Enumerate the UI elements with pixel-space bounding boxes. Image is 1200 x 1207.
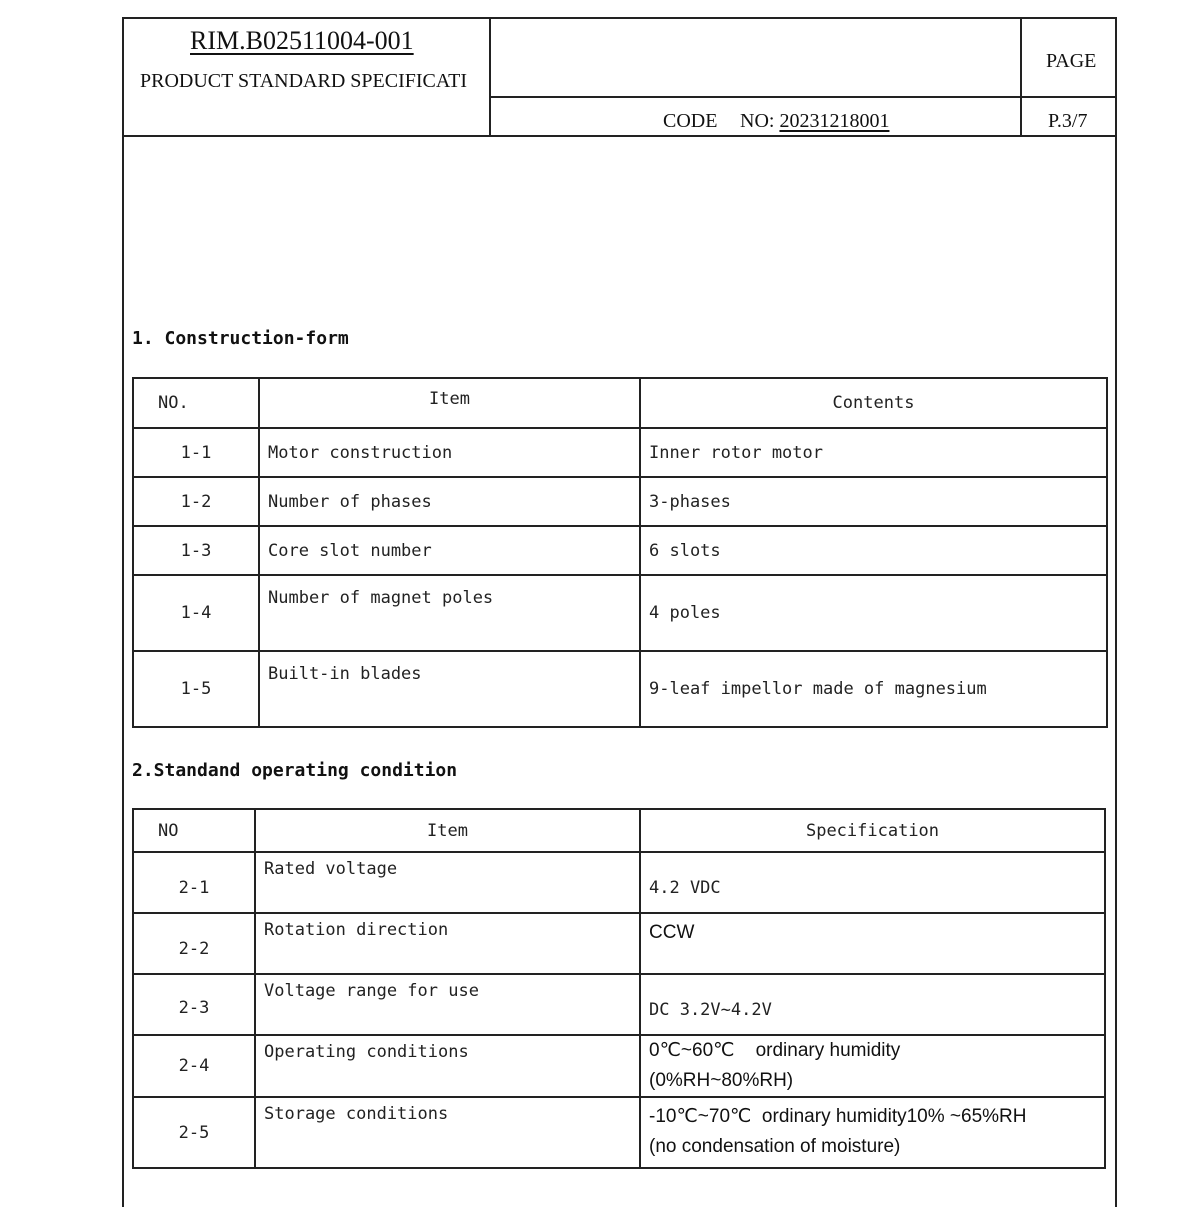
row-number: 1-2 (133, 477, 259, 526)
page-label: PAGE (1046, 50, 1097, 72)
spec-line-2: (0%RH~80%RH) (649, 1070, 794, 1091)
row-item: Number of magnet poles (259, 575, 640, 651)
table-header-row (133, 809, 1105, 852)
column-header-no: NO (133, 809, 255, 852)
row-number: 1-3 (133, 526, 259, 575)
row-specification: DC 3.2V~4.2V (640, 974, 1105, 1035)
row-number: 1-5 (133, 651, 259, 727)
row-specification: CCW (640, 913, 1105, 974)
column-header-contents: Contents (640, 378, 1107, 428)
spec-line-1: 0℃~60℃ ordinary humidity (649, 1040, 901, 1061)
code-label: CODE (663, 110, 718, 132)
header-bottom-rule (122, 135, 1117, 137)
row-contents: Inner rotor motor (640, 428, 1107, 477)
row-specification (640, 1097, 1105, 1168)
row-item: Rated voltage (255, 852, 640, 913)
row-item: Storage conditions (255, 1097, 640, 1168)
spec-line-1: -10℃~70℃ ordinary humidity10% ~65%RH (649, 1106, 1027, 1127)
table-row (133, 428, 1107, 477)
header-divider-1 (489, 17, 491, 137)
operating-condition-table (132, 808, 1106, 1169)
table-row (133, 1035, 1105, 1097)
spec-line-2: (no condensation of moisture) (649, 1136, 901, 1157)
table-header-row (133, 378, 1107, 428)
table-row (133, 1097, 1105, 1168)
row-specification: 4.2 VDC (640, 852, 1105, 913)
row-item: Built-in blades (259, 651, 640, 727)
row-item: Motor construction (259, 428, 640, 477)
row-number: 2-4 (133, 1035, 255, 1097)
row-item: Voltage range for use (255, 974, 640, 1035)
section-2-heading: 2.Standand operating condition (132, 760, 458, 781)
code-number-label: NO: (740, 110, 775, 132)
row-item: Rotation direction (255, 913, 640, 974)
page-number: P.3/7 (1048, 110, 1088, 132)
row-number: 1-4 (133, 575, 259, 651)
row-number: 2-5 (133, 1097, 255, 1168)
header-mid-rule (490, 96, 1117, 98)
column-header-item: Item (255, 809, 640, 852)
code-number: 20231218001 (779, 110, 890, 132)
table-row (133, 913, 1105, 974)
code-number-field (740, 110, 889, 133)
row-item: Core slot number (259, 526, 640, 575)
document-title: PRODUCT STANDARD SPECIFICATI (140, 70, 467, 92)
table-row (133, 974, 1105, 1035)
column-header-item: Item (259, 378, 640, 428)
table-row (133, 852, 1105, 913)
row-item: Number of phases (259, 477, 640, 526)
column-header-no: NO. (133, 378, 259, 428)
row-number: 2-3 (133, 974, 255, 1035)
construction-table (132, 377, 1108, 728)
document-id: RIM.B02511004-001 (190, 26, 414, 55)
table-row (133, 651, 1107, 727)
table-row (133, 575, 1107, 651)
row-number: 1-1 (133, 428, 259, 477)
row-contents: 6 slots (640, 526, 1107, 575)
row-contents: 3-phases (640, 477, 1107, 526)
table-row (133, 477, 1107, 526)
row-contents: 4 poles (640, 575, 1107, 651)
row-number: 2-1 (133, 852, 255, 913)
row-specification (640, 1035, 1105, 1097)
row-number: 2-2 (133, 913, 255, 974)
row-item: Operating conditions (255, 1035, 640, 1097)
table-row (133, 526, 1107, 575)
header-divider-2 (1020, 17, 1022, 137)
column-header-specification: Specification (640, 809, 1105, 852)
row-contents: 9-leaf impellor made of magnesium (640, 651, 1107, 727)
section-1-heading: 1. Construction-form (132, 328, 349, 349)
